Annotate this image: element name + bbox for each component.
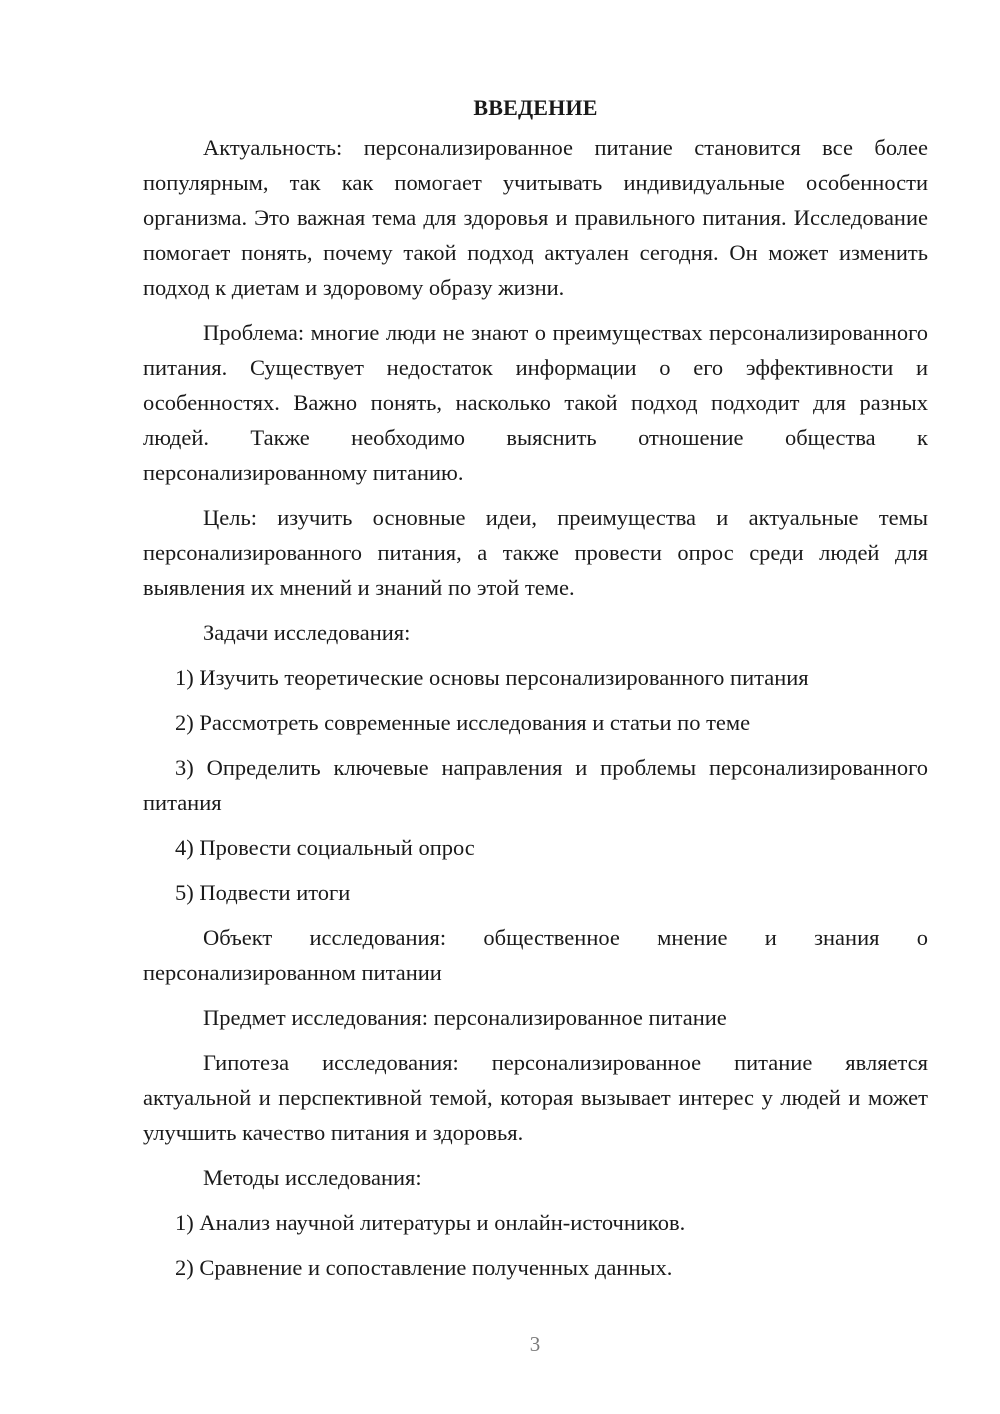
task-item: 1) Изучить теоретические основы персонализированного питания xyxy=(175,665,809,690)
task-item: 2) Рассмотреть современные исследования и статьи по теме xyxy=(175,710,751,735)
task-item: 3) Определить ключевые направления и проблемы персонализированного питания xyxy=(143,755,928,815)
method-item: 1) Анализ научной литературы и онлайн-источников. xyxy=(175,1210,686,1235)
paragraph-goal: Цель: изучить основные идеи, преимущества и актуальные темы персонализированного питания, а также провести опрос среди людей для выявления их мнений и знаний по этой теме. xyxy=(143,505,928,600)
page-number: 3 xyxy=(529,1332,541,1356)
paragraph-relevance: Актуальность: персонализированное питание становится все более популярным, так как помогает учитывать индивидуальные особенности организма. Это важная тема для здоровья и правильного питания. Исследование помогает понять, почему такой подход актуален сегодня. Он может изменить подход к диетам и здоровому образу жизни. xyxy=(143,135,928,300)
tasks-heading: Задачи исследования: xyxy=(203,620,411,645)
method-item: 2) Сравнение и сопоставление полученных данных. xyxy=(175,1255,673,1280)
paragraph-subject: Предмет исследования: персонализированное питание xyxy=(203,1005,727,1030)
task-item: 4) Провести социальный опрос xyxy=(175,835,475,860)
methods-heading: Методы исследования: xyxy=(203,1165,422,1190)
section-heading: ВВЕДЕНИЕ xyxy=(473,95,598,120)
paragraph-problem: Проблема: многие люди не знают о преимуществах персонализированного питания. Существует недостаток информации о его эффективности и особенностях. Важно понять, насколько такой подход подходит для разных людей. Также необходимо выяснить отношение общества к персонализированному питанию. xyxy=(143,320,928,485)
document-page xyxy=(143,90,928,1295)
task-item: 5) Подвести итоги xyxy=(175,880,351,905)
paragraph-hypothesis: Гипотеза исследования: персонализированное питание является актуальной и перспективной темой, которая вызывает интерес у людей и может улучшить качество питания и здоровья. xyxy=(143,1050,928,1145)
paragraph-object: Объект исследования: общественное мнение и знания о персонализированном питании xyxy=(143,925,928,985)
